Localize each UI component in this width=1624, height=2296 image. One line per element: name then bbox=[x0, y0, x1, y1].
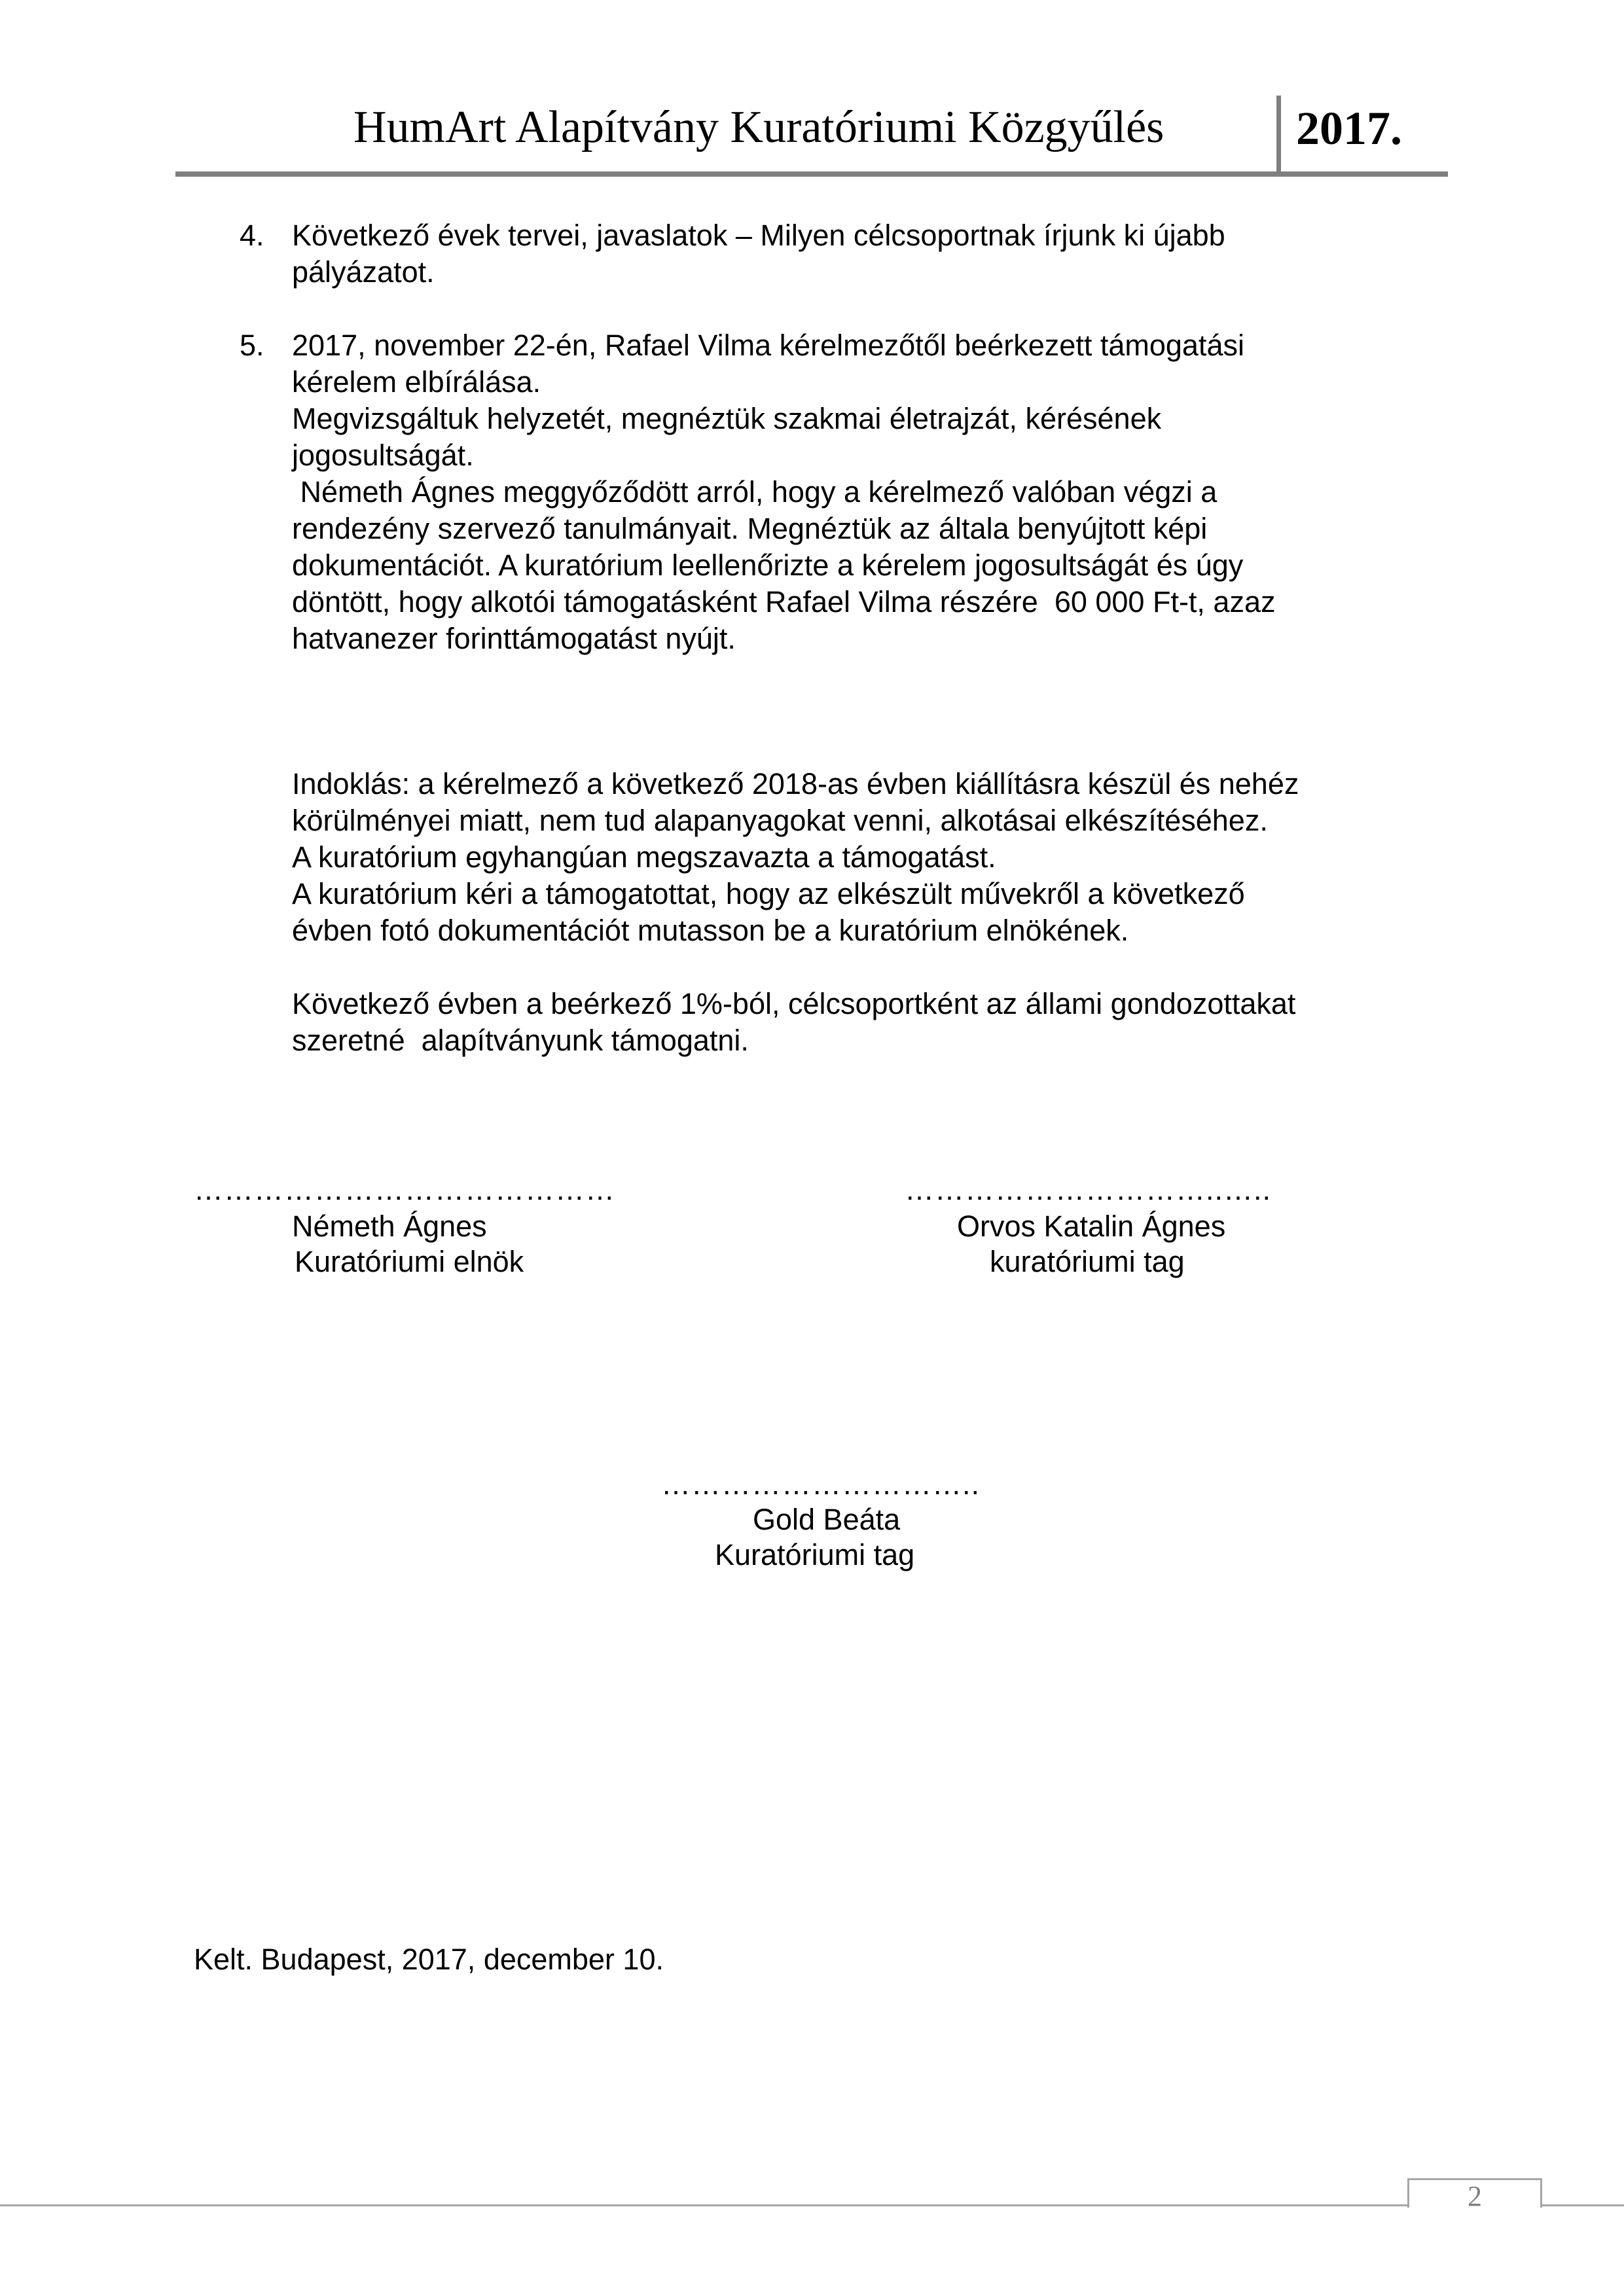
text-line: jogosultságát. bbox=[292, 439, 474, 472]
text-line: évben fotó dokumentációt mutasson be a kuratórium elnökének. bbox=[292, 914, 1129, 947]
footer-rule bbox=[0, 2204, 1624, 2206]
next-year-paragraph bbox=[292, 986, 1295, 1059]
text-line: pályázatot. bbox=[292, 255, 435, 289]
place-and-date: Kelt. Budapest, 2017, december 10. bbox=[194, 1943, 664, 1976]
text-line: rendezény szervező tanulmányait. Megnéztük az általa benyújtott képi bbox=[292, 512, 1208, 545]
signer-name: Gold Beáta bbox=[753, 1503, 901, 1536]
text-line: A kuratórium egyhangúan megszavazta a támogatást. bbox=[292, 840, 996, 874]
signer-role: Kuratóriumi tag bbox=[715, 1538, 915, 1571]
list-item-text bbox=[292, 327, 1276, 657]
text-line: hatvanezer forinttámogatást nyújt. bbox=[292, 622, 736, 655]
list-item-text bbox=[292, 217, 1225, 291]
text-line: A kuratórium kéri a támogatottat, hogy az elkészült művekről a következő bbox=[292, 877, 1245, 910]
signer-name: Orvos Katalin Ágnes bbox=[957, 1210, 1226, 1243]
page-number: 2 bbox=[1468, 2180, 1482, 2212]
text-line: dokumentációt. A kuratórium leellenőrizte a kérelem jogosultságát és úgy bbox=[292, 548, 1244, 582]
signer-role: Kuratóriumi elnök bbox=[295, 1245, 524, 1278]
text-line: Következő évek tervei, javaslatok – Milyen célcsoportnak írjunk ki újabb bbox=[292, 219, 1225, 252]
header-year: 2017. bbox=[1296, 102, 1402, 154]
list-item-number: 4. bbox=[240, 219, 264, 252]
signer-name: Németh Ágnes bbox=[292, 1210, 487, 1243]
signature-line: …………………………………… bbox=[194, 1173, 615, 1206]
text-line: döntött, hogy alkotói támogatásként Rafael Vilma részére 60 000 Ft-t, azaz bbox=[292, 585, 1276, 619]
signature-line: …………………………..….. bbox=[905, 1173, 1272, 1206]
text-line: Megvizsgáltuk helyzetét, megnéztük szakmai életrajzát, kérésének bbox=[292, 402, 1162, 435]
text-line: Németh Ágnes meggyőződött arról, hogy a kérelmező valóban végzi a bbox=[292, 475, 1218, 509]
text-line: szeretné alapítványunk támogatni. bbox=[292, 1024, 749, 1057]
justification-paragraph bbox=[292, 766, 1299, 949]
signer-role: kuratóriumi tag bbox=[990, 1245, 1185, 1278]
text-line: Indoklás: a kérelmező a következő 2018-as évben kiállításra készül és nehéz bbox=[292, 767, 1299, 800]
header-rule bbox=[175, 171, 1448, 177]
header-title: HumArt Alapítvány Kuratóriumi Közgyűlés bbox=[353, 102, 1164, 152]
text-line: Következő évben a beérkező 1%-ból, célcsoportként az állami gondozottakat bbox=[292, 987, 1296, 1020]
text-line: 2017, november 22-én, Rafael Vilma kérelmezőtől beérkezett támogatási bbox=[292, 329, 1244, 362]
text-line: kérelem elbírálása. bbox=[292, 365, 541, 399]
signature-line: ………………………….. bbox=[661, 1467, 981, 1501]
text-line: körülményei miatt, nem tud alapanyagokat venni, alkotásai elkészítéséhez. bbox=[292, 804, 1268, 837]
list-item-number: 5. bbox=[240, 329, 264, 362]
header-divider bbox=[1276, 96, 1281, 177]
